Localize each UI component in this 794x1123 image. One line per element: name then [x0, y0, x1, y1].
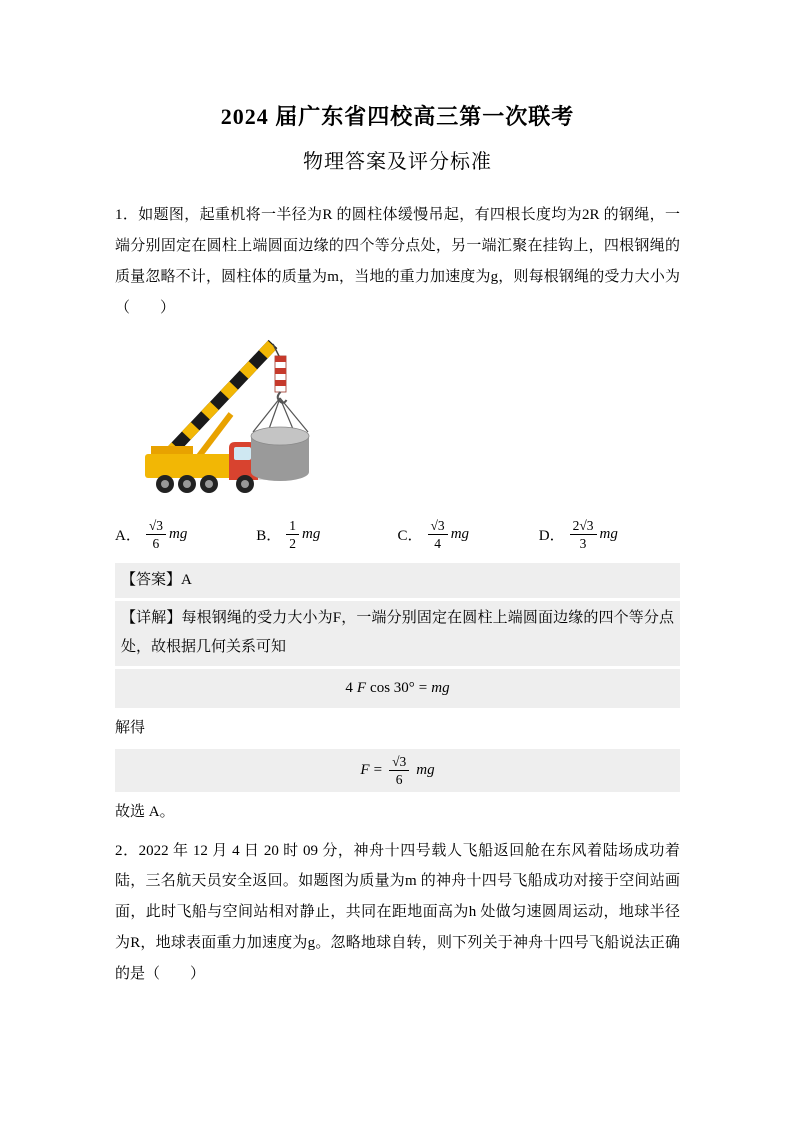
- formula1-rhs: mg: [431, 679, 450, 696]
- crane-hook-icon: [273, 344, 287, 403]
- question-1-options: [115, 518, 680, 551]
- option-b-suffix: mg: [302, 525, 321, 542]
- crane-figure: [131, 328, 335, 510]
- answer-line: 【答案】A: [115, 563, 680, 598]
- formula1-variable: F: [356, 679, 367, 696]
- explanation-text: 【详解】每根钢绳的受力大小为F，一端分别固定在圆柱上端圆面边缘的四个等分点处，故根据几何关系可知: [115, 601, 680, 666]
- option-c-suffix: mg: [450, 525, 470, 542]
- option-c-label: C．: [397, 527, 423, 544]
- cylinder-load: [251, 427, 309, 481]
- option-a: [115, 518, 256, 551]
- option-b: [256, 518, 397, 551]
- solve-label: 解得: [115, 719, 146, 736]
- formula2-equals: =: [373, 762, 383, 779]
- option-d: [539, 518, 680, 551]
- question-2-text: 2．2022 年 12 月 4 日 20 时 09 分，神舟十四号载人飞船返回舱在东风着陆场成功着陆，三名航天员安全返回。如题图为质量为m 的神舟十四号飞船成功对接于空间站画面，此时飞船与空间站相对静止，共同在距地面高为h 处做匀速圆周运动，地球半径为R，地球表面重力加速度为g。忽略地球自转，则下列关于神舟十四号飞船说法正确的是（ ）: [115, 842, 680, 983]
- option-a-label: A．: [115, 527, 141, 544]
- document-title: 2024 届广东省四校高三第一次联考: [220, 104, 575, 129]
- formula2-lhs: F: [360, 762, 370, 779]
- option-d-label: D．: [538, 527, 565, 544]
- option-d-fraction: $\frac{2√3}{3}$: [570, 518, 597, 551]
- crane-illustration: [131, 328, 335, 510]
- option-c: [398, 518, 539, 551]
- document-subtitle: 物理答案及评分标准: [303, 151, 492, 173]
- option-a-fraction: $\frac{√3}{6}$: [146, 518, 166, 551]
- formula1-function: cos 30°: [370, 679, 415, 696]
- option-a-suffix: mg: [169, 525, 188, 542]
- formula1-coefficient: 4: [345, 679, 353, 696]
- formula1-equals: =: [418, 679, 428, 696]
- option-b-fraction: $\frac{1}{2}$: [286, 518, 299, 551]
- option-c-fraction: $\frac{√3}{4}$: [428, 518, 448, 551]
- formula2-suffix: mg: [416, 762, 435, 779]
- formula-equilibrium: [115, 669, 680, 708]
- conclusion-text: 故选 A。: [115, 804, 175, 821]
- question-1-text: 1．如题图，起重机将一半径为R 的圆柱体缓慢吊起，有四根长度均为2R 的钢绳，一端分别固定在圆柱上端圆面边缘的四个等分点处，另一端汇聚在挂钩上，四根钢绳的质量忽略不计，圆柱体的质量为m，当地的重力加速度为g，则每根钢绳的受力大小为（ ）: [115, 207, 680, 316]
- option-d-suffix: mg: [599, 525, 618, 542]
- option-b-label: B．: [256, 527, 282, 544]
- formula-result: [115, 749, 680, 792]
- formula2-fraction: $\frac{√3}{6}$: [389, 754, 409, 787]
